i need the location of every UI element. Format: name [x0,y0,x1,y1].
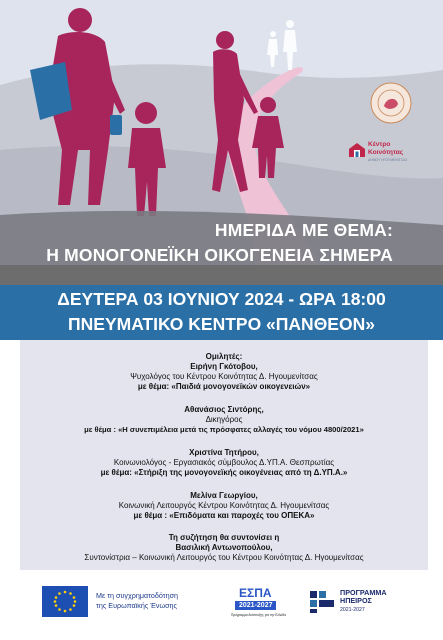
epirus-program-mark-icon [308,587,336,615]
speaker-role: Ψυχολόγος του Κέντρου Κοινότητας Δ. Ηγουμενίτσας [130,372,318,381]
juice-box-icon [110,115,122,135]
epirus-line2: ΗΠΕΙΡΟΣ [340,596,372,605]
speaker-name: Χριστίνα Τητήρου, [189,448,259,457]
speaker-topic: με θέμα: «Στήριξη της μονογονεϊκής οικογένειας από τη Δ.ΥΠ.Α.» [100,468,348,477]
moderator-intro: Τη συζήτηση θα συντονίσει η [168,533,280,542]
title-line2: Η ΜΟΝΟΓΟΝΕΪΚΗ ΟΙΚΟΓΕΝΕΙΑ ΣΗΜΕΡΑ [46,245,393,265]
moderator-role: Συντονίστρια – Κοινωνική Λειτουργός του Κέντρου Κοινότητας Δ. Ηγουμενίτσας [84,553,364,562]
eu-flag-icon [42,586,88,617]
date-venue-banner [0,285,443,340]
speakers-heading: Ομιλητές: [205,352,243,361]
espa-logo [227,584,287,622]
community-center-house-icon [348,142,366,158]
speaker-role: Κοινωνιολόγος - Εργασιακός σύμβουλος Δ.ΥΠ.Α. Θεσπρωτίας [113,458,335,467]
funding-footer [20,578,428,628]
espa-logo-text: ΕΣΠΑ [239,586,272,600]
event-title [0,220,443,268]
speaker-topic: με θέμα: «Παιδιά μονογονεϊκών οικογενειών» [137,382,311,391]
eu-text-line2: της Ευρωπαϊκής Ένωσης [96,600,178,610]
logo-area [348,82,428,172]
speaker-topic: με θέμα : «Επιδόματα και παροχές του ΟΠΕΚΑ» [133,511,315,520]
community-center-sub: ΔΗΜΟΥ ΗΓΟΥΜΕΝΙΤΣΑΣ [368,158,408,162]
program-panel [20,340,428,570]
espa-sub: Πρόγραμμα Ανάπτυξης για την Ελλάδα [231,613,286,617]
speaker-role: Κοινωνική Λειτουργός Κέντρου Κοινότητας Δ. Ηγουμενίτσας [118,501,330,510]
event-date-time: ΔΕΥΤΕΡΑ 03 ΙΟΥΝΙΟΥ 2024 - ΩΡΑ 18:00 [57,289,386,309]
epirus-years: 2021-2027 [340,607,365,613]
title-line1: ΗΜΕΡΙΔΑ ΜΕ ΘΕΜΑ: [214,220,393,240]
moderator-name: Βασιλική Αντωνοπούλου, [175,543,273,552]
epirus-program-logo [308,584,426,622]
municipal-seal-icon [370,82,412,124]
community-center-line1: Κέντρο [368,141,391,148]
community-center-line2: Κοινότητας [368,149,404,156]
speaker-role: Δικηγόρος [205,415,243,424]
event-venue: ΠΝΕΥΜΑΤΙΚΟ ΚΕΝΤΡΟ «ΠΑΝΘΕΟΝ» [68,314,375,334]
community-center-logo [348,140,428,170]
speaker-name: Ειρήνη Γκότοβου, [190,362,258,371]
eu-text-line1: Με τη συγχρηματοδότηση [96,591,179,600]
speaker-topic: με θέμα : «Η συνεπιμέλεια μετά τις πρόσφατες αλλαγές του νόμου 4800/2021» [84,425,364,434]
speaker-name: Αθανάσιος Σιντόρης, [184,405,264,414]
espa-years: 2021-2027 [235,601,276,610]
speaker-name: Μελίνα Γεωργίου, [190,491,258,500]
eu-cofunding-text [96,591,178,610]
epirus-line1: ΠΡΟΓΡΑΜΜΑ [340,588,387,597]
grey-band [0,265,443,285]
